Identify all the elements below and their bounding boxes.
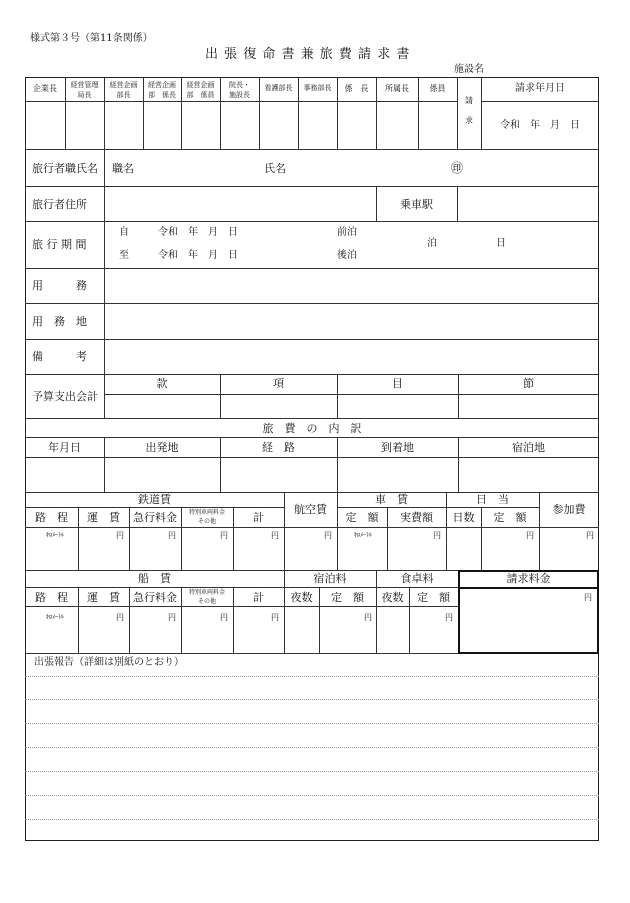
divider <box>25 527 599 528</box>
from-label: 自 <box>119 227 129 238</box>
pre-stay-label: 前泊 <box>337 227 357 238</box>
approval-label: 経営企画 部 係長 <box>148 81 176 99</box>
days-header: 日数 <box>452 511 475 524</box>
post-stay-label: 後泊 <box>337 250 357 261</box>
approval-label: 経営企画 部長 <box>109 81 138 99</box>
divider <box>458 587 599 589</box>
business-place-label: 用 務 地 <box>32 315 87 328</box>
lodging-nights-header: 夜数 <box>290 591 313 604</box>
report-line <box>25 747 599 748</box>
page-title: 出 張 復 命 書 兼 旅 費 請 求 書 <box>205 47 411 62</box>
rail-title: 鉄道賃 <box>138 493 171 506</box>
budget-label: 予算支出会計 <box>32 390 98 403</box>
approval-label: 企業長 <box>33 84 57 93</box>
yen-unit: 円 <box>116 531 124 540</box>
divider <box>25 606 458 607</box>
divider <box>25 492 599 493</box>
ship-express-header: 急行料金 <box>133 591 177 604</box>
itinerary-depart-header: 出発地 <box>145 441 179 454</box>
form-frame <box>25 77 599 841</box>
report-line <box>25 699 599 700</box>
divider <box>25 507 284 508</box>
divider <box>337 507 539 508</box>
yen-unit: 円 <box>364 613 372 622</box>
to-label: 至 <box>119 250 129 261</box>
period-label: 旅 行 期 間 <box>32 238 87 251</box>
divider <box>25 418 599 419</box>
divider <box>25 221 599 222</box>
divider <box>25 374 599 375</box>
divider <box>104 268 105 374</box>
rail-express-header: 急行料金 <box>133 511 177 524</box>
station-label: 乗車駅 <box>400 198 433 211</box>
report-line <box>25 771 599 772</box>
form-number: 様式第３号（第11条関係） <box>30 33 153 44</box>
request-date-value[interactable]: 令和 年 月 日 <box>500 120 580 131</box>
divider <box>457 186 458 221</box>
km-unit: ｷﾛﾒｰﾄﾙ <box>46 614 65 621</box>
approval-label: 係 長 <box>344 84 369 93</box>
nights-label: 泊 <box>427 238 437 249</box>
ship-special-header: 特別車両料金 その他 <box>188 589 225 605</box>
rail-special-header: 特別車両料金 その他 <box>188 509 225 525</box>
itinerary-arrive-header: 到着地 <box>381 441 414 454</box>
air-fare-header: 航空賃 <box>294 503 327 516</box>
to-date[interactable]: 令和 年 月 日 <box>158 250 238 261</box>
days-label: 日 <box>496 238 506 249</box>
budget-moku: 目 <box>392 377 403 390</box>
budget-kan: 款 <box>156 377 168 390</box>
from-date[interactable]: 令和 年 月 日 <box>158 227 238 238</box>
rail-distance-header: 路 程 <box>35 511 68 524</box>
report-line <box>25 676 599 677</box>
approval-label: 事務部長 <box>303 84 332 92</box>
budget-kou: 項 <box>273 377 284 390</box>
approval-label: 院長・ 施設長 <box>229 81 250 99</box>
yen-unit: 円 <box>584 593 592 602</box>
remarks-label: 備 考 <box>32 350 87 363</box>
approval-label: 経営企画 部 係員 <box>186 81 215 99</box>
meal-fixed-header: 定 額 <box>417 591 450 604</box>
name-label: 氏名 <box>264 162 286 175</box>
breakdown-title: 旅 費 の 内 訳 <box>262 422 362 435</box>
yen-unit: 円 <box>168 531 176 540</box>
budget-setsu: 節 <box>523 377 534 390</box>
divider <box>25 339 599 340</box>
divider <box>25 186 599 187</box>
yen-unit: 円 <box>586 531 594 540</box>
ship-total-header: 計 <box>253 591 264 604</box>
divider <box>25 149 599 150</box>
yen-unit: 円 <box>168 613 176 622</box>
rail-total-header: 計 <box>253 511 264 524</box>
meal-nights-header: 夜数 <box>381 591 404 604</box>
report-line <box>25 819 599 820</box>
car-actual-header: 実費額 <box>400 511 433 524</box>
divider <box>104 394 599 395</box>
facility-label: 施設名 <box>454 64 484 75</box>
traveler-name-label: 旅行者職氏名 <box>32 162 98 175</box>
rail-fare-header: 運 賃 <box>87 511 120 524</box>
report-label: 出張報告（詳細は別紙のとおり） <box>34 657 184 668</box>
yen-unit: 円 <box>220 613 228 622</box>
yen-unit: 円 <box>271 531 279 540</box>
yen-unit: 円 <box>271 613 279 622</box>
approval-label: 看護部長 <box>264 84 293 92</box>
km-unit: ｷﾛﾒｰﾄﾙ <box>354 532 373 539</box>
daily-fixed-header: 定 額 <box>493 511 527 524</box>
itinerary-lodge-header: 宿泊地 <box>512 441 545 454</box>
business-label: 用 務 <box>32 279 87 292</box>
divider <box>481 101 599 102</box>
request-date-label: 請求年月日 <box>515 83 565 94</box>
itinerary-route-header: 経 路 <box>262 441 295 454</box>
km-unit: ｷﾛﾒｰﾄﾙ <box>46 532 65 539</box>
divider <box>25 437 599 438</box>
yen-unit: 円 <box>526 531 534 540</box>
seikyu-label: 請 求 <box>465 96 473 125</box>
ship-fare-header: 運 賃 <box>87 591 120 604</box>
divider <box>25 101 457 102</box>
meal-fee-title: 食卓料 <box>400 572 434 585</box>
participation-fee-header: 参加費 <box>552 503 586 516</box>
divider <box>25 587 458 588</box>
address-label: 旅行者住所 <box>32 198 87 211</box>
yen-unit: 円 <box>220 531 228 540</box>
request-total-title: 請求料金 <box>506 572 551 585</box>
report-line <box>25 723 599 724</box>
divider <box>25 303 599 304</box>
lodging-fixed-header: 定 額 <box>331 591 364 604</box>
approval-label: 係員 <box>429 84 446 93</box>
car-fixed-header: 定 額 <box>345 511 379 524</box>
yen-unit: 円 <box>116 613 124 622</box>
report-line <box>25 795 599 796</box>
seal-mark: ㊞ <box>451 161 464 175</box>
ship-title: 船 賃 <box>138 572 171 585</box>
ship-distance-header: 路 程 <box>35 591 68 604</box>
approval-label: 経営管理 局長 <box>70 81 99 99</box>
car-title: 車 賃 <box>375 493 408 506</box>
post-label: 職名 <box>112 162 134 175</box>
divider <box>25 457 599 458</box>
yen-unit: 円 <box>324 531 332 540</box>
yen-unit: 円 <box>433 531 441 540</box>
yen-unit: 円 <box>445 613 453 622</box>
divider <box>25 268 599 269</box>
daily-allowance-title: 日 当 <box>476 493 509 506</box>
itinerary-date-header: 年月日 <box>48 441 81 454</box>
lodging-fee-title: 宿泊料 <box>313 572 347 585</box>
divider <box>104 149 105 268</box>
approval-label: 所属長 <box>385 84 409 93</box>
